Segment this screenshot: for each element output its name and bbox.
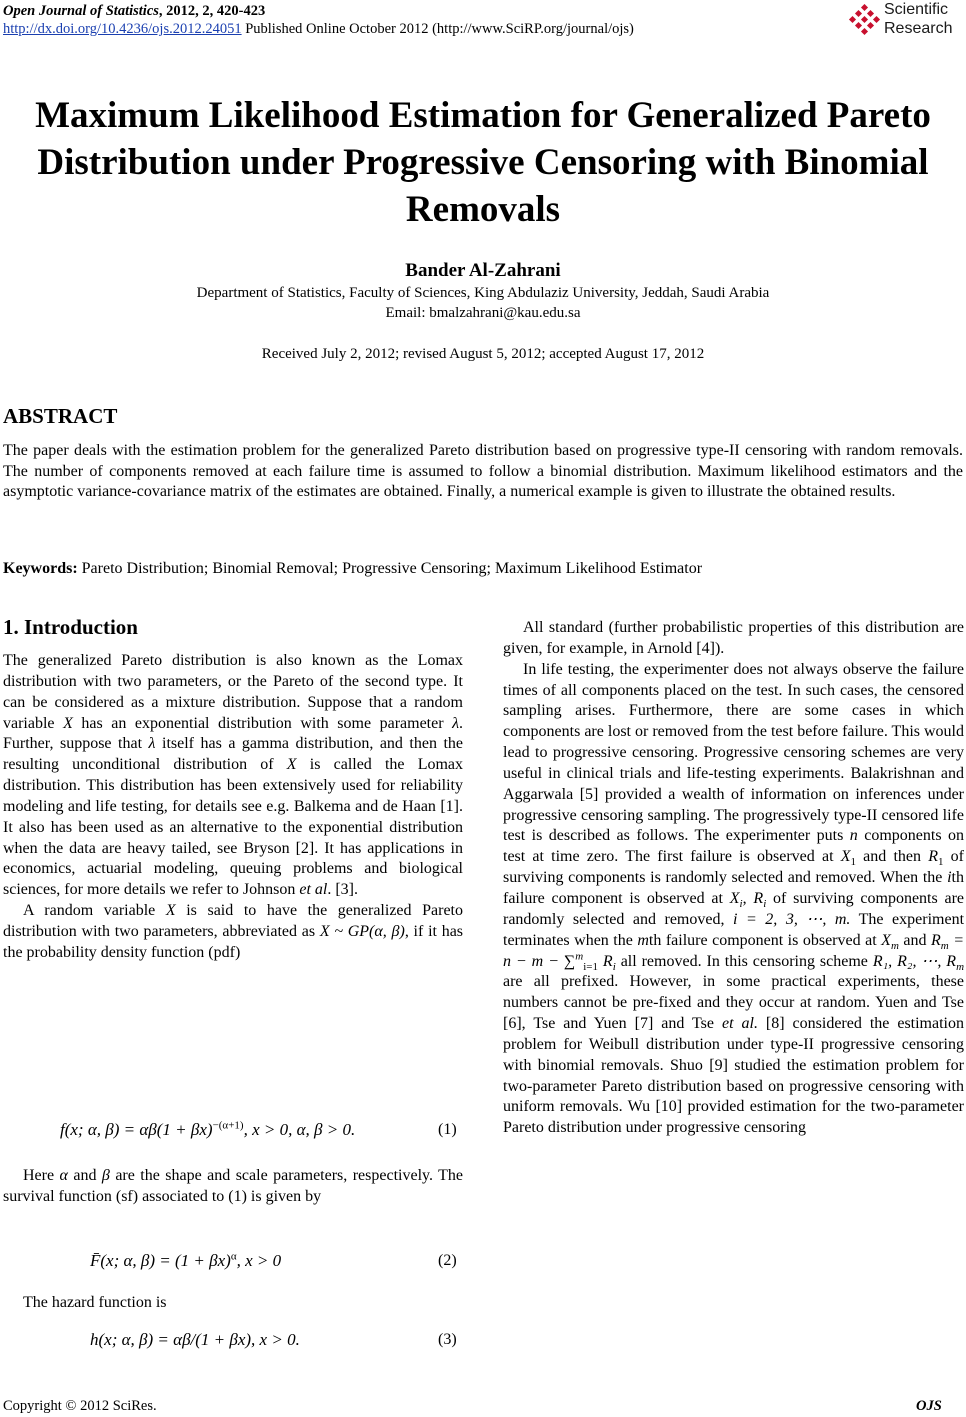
paragraph: All standard (further probabilistic properties of this distribution are given, for example, in Arnold [4]). (503, 619, 964, 657)
journal-name: Open Journal of Statistics (3, 3, 159, 19)
journal-info: , 2012, 2, 420-423 (158, 3, 266, 19)
title-line-1: Maximum Likelihood Estimation for Generalized Pareto (35, 95, 931, 136)
scirp-logo-icon (848, 4, 882, 38)
equation-2: F̄(x; α, $\beta) = (1 + \beta x)^\alpha$, x > 0 (90, 1250, 282, 1270)
left-column-text-2 (3, 1166, 463, 1208)
equation-2-number: (2) (438, 1252, 457, 1269)
abstract-text: The paper deals with the estimation problem for the generalized Pareto distribution based on progressive type-II censoring with random removals. The number of components removed at each failure time is assumed to follow a binomial distribution. Maximum likelihood estimators and the asymptotic variance-covariance matrix of the estimates are obtained. Finally, a numerical example is given to illustrate the obtained results. (3, 442, 963, 500)
footer-copyright: Copyright © 2012 SciRes. (3, 1398, 157, 1414)
hazard-intro: The hazard function is (23, 1294, 167, 1311)
left-column-text (3, 651, 463, 964)
logo-line2: Research (884, 20, 953, 37)
paragraph: A random variable X is said to have the generalized Pareto distribution with two parameters, abbreviated as X ~ GP(α, β), if it has the probability density function (pdf) (3, 902, 464, 961)
publish-info: Published Online October 2012 (http://www.SciRP.org/journal/ojs) (241, 21, 634, 37)
author-name: Bander Al-Zahrani (405, 260, 561, 281)
paragraph: Here α and β are the shape and scale parameters, respectively. The survival function (sf) associated to (1) is given by (3, 1167, 463, 1205)
doi-line (3, 20, 634, 38)
keywords (3, 559, 702, 579)
received-dates: Received July 2, 2012; revised August 5, 2012; accepted August 17, 2012 (261, 346, 705, 362)
journal-header (3, 2, 265, 20)
right-column-text (503, 618, 964, 1139)
doi-link[interactable]: http://dx.doi.org/10.4236/ojs.2012.24051 (3, 21, 242, 37)
equation-3: h(x; α, β) = αβ/(1 + βx), x > 0. (90, 1330, 300, 1349)
equation-1-number: (1) (438, 1121, 457, 1138)
title-line-3: Removals (405, 189, 561, 230)
abstract-heading: ABSTRACT (3, 404, 118, 428)
author-affiliation: Department of Statistics, Faculty of Sciences, King Abdulaziz University, Jeddah, Saudi Arabia (196, 285, 770, 301)
keywords-text: Pareto Distribution; Binomial Removal; Progressive Censoring; Maximum Likelihood Estimator (77, 560, 703, 577)
paragraph: The generalized Pareto distribution is also known as the Lomax distribution with two parameters, or the Pareto of the second type. It can be considered as a mixture distribution. Suppose that a random variable X has an exponential distribution with some parameter λ. Further, suppose that λ itself has a gamma distribution, and then the resulting unconditional distribution of X is called the Lomax distribution. This distribution has been extensively used for reliability modeling and life testing, for details see e.g. Balkema and de Haan [1]. It also has been used as an alternative to the exponential distribution when the data are heavy tailed, see Bryson [2]. It has applications in economics, actuarial modeling, queuing problems and biological sciences, for more details we refer to Johnson et al. [3]. (3, 652, 464, 899)
title-line-2: Distribution under Progressive Censoring with Binomial (37, 142, 929, 183)
author-email: Email: bmalzahrani@kau.edu.sa (385, 305, 581, 321)
publisher-logo (848, 0, 966, 42)
keywords-label: Keywords: (3, 560, 78, 577)
logo-line1: Scientific (884, 1, 949, 18)
logo-text (884, 0, 952, 38)
section-heading: 1. Introduction (3, 615, 138, 639)
footer-journal-abbr: OJS (916, 1398, 942, 1414)
paragraph: In life testing, the experimenter does not always observe the failure times of all components placed on the test. In such cases, the censored sampling arises. Furthermore, there are some cases in which components are lost or removed from the test before failure. This would lead to progressive censoring. Progressive censoring schemes are very useful in clinical trials and life-testing experiments. Balakrishnan and Aggarwala [5] provided a wealth of information on inferences under progressive censoring sampling. The progressively type-II censored life test is described as follows. The experimenter puts n components on test at time zero. The first failure is observed at $X_1$ and then $R_1$ of surviving components is randomly selected and removed. When the ith failure component is observed at $X_i$, $R_i$ of surviving components are randomly selected and removed, i = 2, 3, ⋯, m. The experiment terminates when the mth failure component is observed at $X_m$ and $R_m = n - m - \sum^m_{i=1}$ $R_i$ all removed. In this censoring scheme R₁, R₂, ⋯, $R_m$ are all prefixed. However, in some practical experiments, these numbers cannot be pre-fixed and they occur at random. Yuen and Tse [6], Tse and Yuen [7] and Tse et al. [8] considered the estimation problem for Weibull distribution under type-II progressive censoring with binomial removals. Shuo [9] studied the estimation problem for two-parameter Pareto distribution based on progressive censoring with uniform removals. Wu [10] provided estimation for the two-parameter Pareto distribution under progressive censoring (503, 660, 965, 1137)
equation-1: f(x; α, $\beta) = \alpha\beta(1 + \beta x)^{-(\alpha+1)}$, x > 0, α, β > 0. (60, 1119, 356, 1139)
paper-title (0, 92, 966, 233)
equation-3-number: (3) (438, 1331, 457, 1348)
